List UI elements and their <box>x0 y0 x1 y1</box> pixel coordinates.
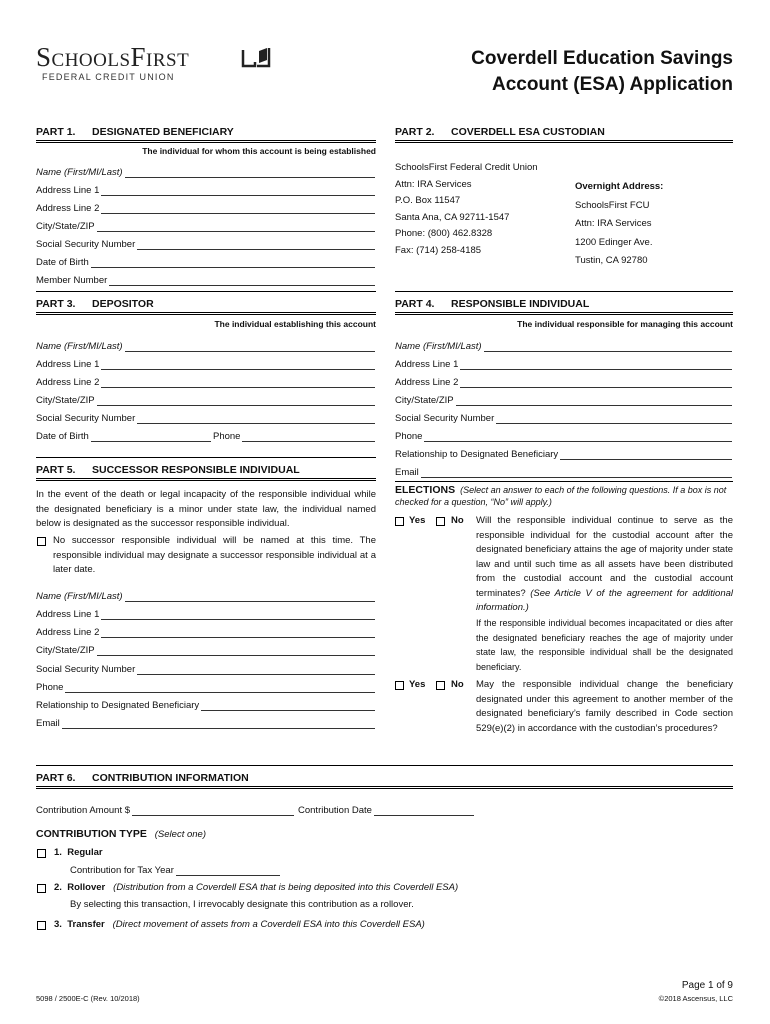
part5-phone-field[interactable]: Phone <box>36 679 375 693</box>
part3-divider <box>36 312 376 315</box>
no-successor-checkbox[interactable] <box>37 537 46 546</box>
q2-no-label: No <box>451 679 464 690</box>
part4-top-rule <box>395 291 733 292</box>
part3-dob-field[interactable]: Date of Birth <box>36 428 211 442</box>
custodian-address: SchoolsFirst Federal Credit Union Attn: IRA Services P.O. Box 11547 Santa Ana, CA 92711-1547 Phone: (800) 462.8328 Fax: (714) 258-4185 <box>395 162 538 256</box>
elections-heading <box>395 484 733 508</box>
page-title-line2: Account (ESA) Application <box>491 74 733 95</box>
part3-phone-field[interactable]: Phone <box>213 428 375 442</box>
part2-title: COVERDELL ESA CUSTODIAN <box>451 126 605 138</box>
part1-member-number-field[interactable]: Member Number <box>36 272 375 286</box>
part4-relationship-field[interactable]: Relationship to Designated Beneficiary <box>395 446 732 460</box>
part1-city-field[interactable]: City/State/ZIP <box>36 218 375 232</box>
tax-year-field[interactable]: Contribution for Tax Year <box>70 862 280 876</box>
q2-no-checkbox[interactable] <box>436 681 445 690</box>
part4-address1-field[interactable]: Address Line 1 <box>395 356 732 370</box>
book-icon <box>241 46 271 73</box>
part1-title: DESIGNATED BENEFICIARY <box>92 126 234 138</box>
part3-city-field[interactable]: City/State/ZIP <box>36 392 375 406</box>
part4-email-field[interactable]: Email <box>395 464 732 478</box>
part3-name-field[interactable]: Name (First/MI/Last) <box>36 338 375 352</box>
q1-no-checkbox[interactable] <box>436 517 445 526</box>
q2-text: May the responsible individual change the beneficiary designated under this agreement to another member of the designated beneficiary’s family described in Code section 529(e)(2) in accordance with the custodian’s procedures? <box>476 679 733 734</box>
part5-name-field[interactable]: Name (First/MI/Last) <box>36 588 375 602</box>
rollover-label: 2. Rollover (Distribution from a Coverdell ESA that is being deposited into this Coverdell ESA) <box>54 882 459 893</box>
part5-intro: In the event of the death or legal incapacity of the responsible individual while the designated beneficiary is a minor under state law, the individual named below is designated as the successor responsible individual. <box>36 489 376 529</box>
part1-divider <box>36 140 376 143</box>
part4-address2-field[interactable]: Address Line 2 <box>395 374 732 388</box>
part3-address2-field[interactable]: Address Line 2 <box>36 374 375 388</box>
q1-yes-label: Yes <box>409 515 426 526</box>
part5-email-field[interactable]: Email <box>36 715 375 729</box>
part3-top-rule <box>36 291 376 292</box>
part6-number: PART 6. <box>36 772 76 784</box>
transfer-checkbox[interactable] <box>37 921 46 930</box>
part5-relationship-field[interactable]: Relationship to Designated Beneficiary <box>36 697 375 711</box>
copyright: ©2018 Ascensus, LLC <box>658 994 733 1003</box>
part1-number: PART 1. <box>36 126 76 138</box>
part4-divider <box>395 312 733 315</box>
part3-number: PART 3. <box>36 298 76 310</box>
page-number: Page 1 of 9 <box>681 980 733 991</box>
transfer-label: 3. Transfer (Direct movement of assets from a Coverdell ESA into this Coverdell ESA) <box>54 919 425 930</box>
part5-address1-field[interactable]: Address Line 1 <box>36 606 375 620</box>
elections-top-rule <box>395 481 733 482</box>
part5-title: SUCCESSOR RESPONSIBLE INDIVIDUAL <box>92 464 300 476</box>
contribution-type-note: (Select one) <box>154 829 206 840</box>
part6-top-rule <box>36 765 733 766</box>
contribution-amount-field[interactable]: Contribution Amount $ <box>36 802 294 816</box>
form-id: 5098 / 2500E-C (Rev. 10/2018) <box>36 994 140 1003</box>
logo <box>36 44 276 84</box>
logo-subtitle: FEDERAL CREDIT UNION <box>42 72 175 82</box>
page-title <box>413 46 733 98</box>
part1-address1-field[interactable]: Address Line 1 <box>36 182 375 196</box>
elections-title: ELECTIONS <box>395 484 456 496</box>
part6-divider <box>36 786 733 789</box>
part1-name-field[interactable]: Name (First/MI/Last) <box>36 164 375 178</box>
part2-number: PART 2. <box>395 126 435 138</box>
part5-address2-field[interactable]: Address Line 2 <box>36 624 375 638</box>
contribution-type-title: CONTRIBUTION TYPE <box>36 828 147 840</box>
regular-label: 1. Regular <box>54 847 103 858</box>
regular-checkbox[interactable] <box>37 849 46 858</box>
q1-text: Will the responsible individual continue to serve as the responsible individual for the custodial account after the designated beneficiary attains the age of majority under state law and until such time as all assets have been distributed from the custodial account and the custodial account terminates? (See Article V of the agreement for additional information.) <box>476 515 733 613</box>
q2-yes-checkbox[interactable] <box>395 681 404 690</box>
part4-subtitle: The individual responsible for managing this account <box>517 319 733 329</box>
contribution-type-heading <box>36 827 436 843</box>
part5-divider <box>36 478 376 481</box>
part3-address1-field[interactable]: Address Line 1 <box>36 356 375 370</box>
part4-city-field[interactable]: City/State/ZIP <box>395 392 732 406</box>
part4-number: PART 4. <box>395 298 435 310</box>
part4-name-field[interactable]: Name (First/MI/Last) <box>395 338 732 352</box>
part2-divider <box>395 140 733 143</box>
part6-title: CONTRIBUTION INFORMATION <box>92 772 249 784</box>
overnight-address: Overnight Address: SchoolsFirst FCU Attn: IRA Services 1200 Edinger Ave. Tustin, CA 92780 <box>575 181 664 266</box>
part1-ssn-field[interactable]: Social Security Number <box>36 236 375 250</box>
q1-yes-checkbox[interactable] <box>395 517 404 526</box>
rollover-checkbox[interactable] <box>37 884 46 893</box>
part5-top-rule <box>36 457 376 458</box>
contribution-date-field[interactable]: Contribution Date <box>298 802 474 816</box>
elections-instruction: (Select an answer to each of the following questions. If a box is not checked for a question, “No” will apply.) <box>395 485 727 507</box>
part1-address2-field[interactable]: Address Line 2 <box>36 200 375 214</box>
part5-city-field[interactable]: City/State/ZIP <box>36 642 375 656</box>
part3-ssn-field[interactable]: Social Security Number <box>36 410 375 424</box>
rollover-text: By selecting this transaction, I irrevocably designate this contribution as a rollover. <box>70 899 414 910</box>
part1-subtitle: The individual for whom this account is being established <box>142 146 376 156</box>
part3-subtitle: The individual establishing this account <box>214 319 376 329</box>
page-title-line1: Coverdell Education Savings <box>471 48 733 69</box>
part5-ssn-field[interactable]: Social Security Number <box>36 661 375 675</box>
part4-phone-field[interactable]: Phone <box>395 428 732 442</box>
q1-followup: If the responsible individual becomes incapacitated or dies after the designated beneficiary reaches the age of majority under state law, the responsible individual shall be the designated beneficiary. <box>476 618 733 672</box>
logo-name: SchoolsFirst <box>36 42 190 72</box>
part5-number: PART 5. <box>36 464 76 476</box>
part1-dob-field[interactable]: Date of Birth <box>36 254 375 268</box>
no-successor-text: No successor responsible individual will be named at this time. The responsible individual may designate a successor responsible individual at a later date. <box>53 535 376 575</box>
q2-yes-label: Yes <box>409 679 426 690</box>
part4-ssn-field[interactable]: Social Security Number <box>395 410 732 424</box>
part4-title: RESPONSIBLE INDIVIDUAL <box>451 298 590 310</box>
part3-title: DEPOSITOR <box>92 298 154 310</box>
q1-no-label: No <box>451 515 464 526</box>
